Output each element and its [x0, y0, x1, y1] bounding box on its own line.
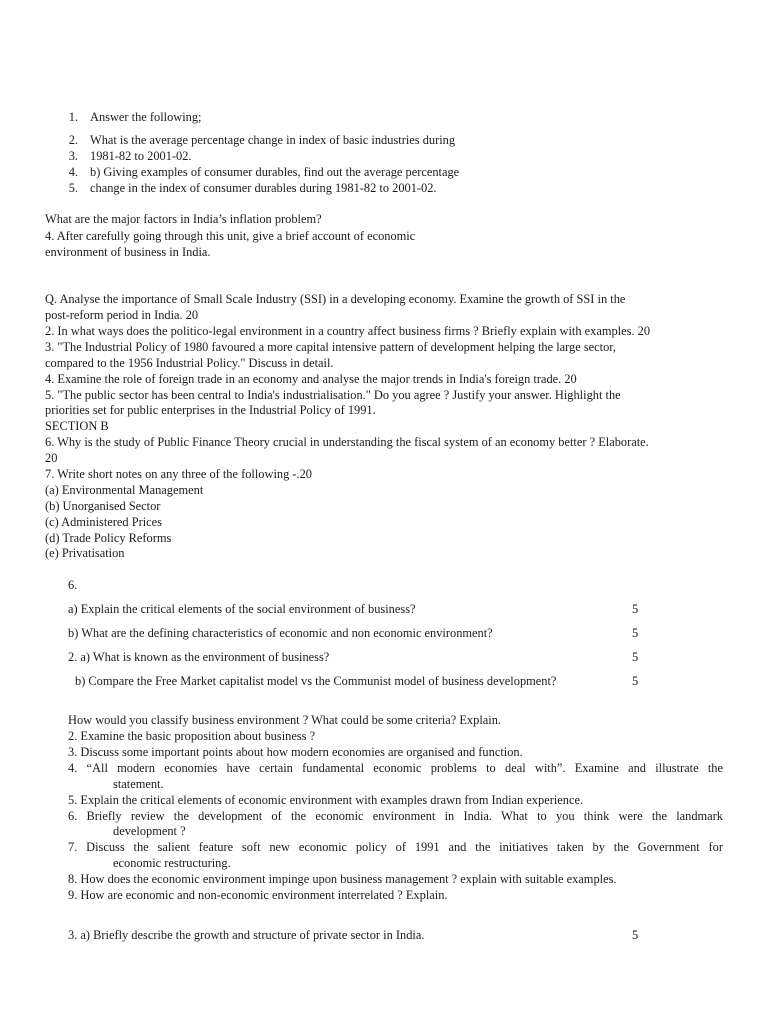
text-line: 4. “All modern economies have certain fundamental economic problems to deal with”. Examine and illustrate the — [68, 761, 723, 775]
marks: 5 — [632, 602, 639, 616]
text-line: economic restructuring. — [113, 856, 231, 870]
text-line: 6. Why is the study of Public Finance Theory crucial in understanding the fiscal system of an economy better ? Elaborate. — [45, 435, 649, 449]
text-line: environment of business in India. — [45, 245, 211, 259]
text-line: (d) Trade Policy Reforms — [45, 531, 172, 545]
text-line: 9. How are economic and non-economic environment interrelated ? Explain. — [68, 888, 448, 902]
text-line: development ? — [113, 824, 186, 838]
document-page: 1. Answer the following; 2. What is the average percentage change in index of basic industries during 3. 1981-82 to 2001-02. 4. b) Giving examples of consumer durables, find out the average percentage 5. change in the index of consumer durables during 1981-82 to 2001-02. What are the major factors in India’s inflation problem? 4. After carefully going through this unit, give a brief account of economic environment of business in India. Q. Analyse the importance of Small Scale Industry (SSI) in a developing economy. Examine the growth of SSI in the post-reform period in India. 20 2. In what ways does the politico-legal environment in a country affect business firms ? Briefly explain with examples. 20 3. "The Industrial Policy of 1980 favoured a more capital intensive pattern of development helping the large sector, compared to the 1956 Industrial Policy." Discuss in detail. 4. Examine the role of foreign trade in an economy and analyse the major trends in India's foreign trade. 20 5. "The public sector has been central to India's industrialisation." Do you agree ? Justify your answer. Highlight the priorities set for public enterprises in the Industrial Policy of 1991. SECTION B 6. Why is the study of Public Finance Theory crucial in understanding the fiscal system of an economy better ? Elaborate. 20 7. Write short notes on any three of the following -.20 (a) Environmental Management (b) Unorganised Sector (c) Administered Prices (d) Trade Policy Reforms (e) Privatisation 6. a) Explain the critical elements of the social environment of business? 5 b) What are the defining characteristics of economic and non economic environment? 5 2. a) What is known as the environment of business? 5 b) Compare the Free Market capitalist model vs the Communist model of business development? 5 How would you classify business environment ? What could be some criteria? Explain. 2. Examine the basic proposition about business ? 3. Discuss some important points about how modern economies are organised and function. 4. “All modern economies have certain fundamental economic problems to deal with”. Examine and illustrate the statement. 5. Explain the critical elements of economic environment with examples drawn from Indian experience. 6. Briefly review the development of the economic environment in India. What to you think were the landmark development ? 7. Discuss the salient feature soft new economic policy of 1991 and the initiatives taken by the Government for economic restructuring. 8. How does the economic environment impinge upon business management ? explain with suitable examples. 9. How are economic and non-economic environment interrelated ? Explain. 3. a) Briefly describe the growth and structure of private sector in India. 5 — [45, 110, 723, 942]
text-line: 8. How does the economic environment impinge upon business management ? explain with suitable examples. — [68, 872, 617, 886]
text-line: 20 — [45, 451, 58, 465]
question-number: 6. — [68, 578, 78, 592]
text-line: post-reform period in India. 20 — [45, 308, 199, 322]
text-line: How would you classify business environment ? What could be some criteria? Explain. — [68, 713, 501, 727]
text-line: (c) Administered Prices — [45, 515, 162, 529]
text-line: 4. After carefully going through this unit, give a brief account of economic — [45, 229, 416, 243]
text-line: 3. "The Industrial Policy of 1980 favoured a more capital intensive pattern of development helping the large sector, — [45, 340, 617, 354]
text-line: 3. Discuss some important points about how modern economies are organised and function. — [68, 745, 523, 759]
text-line: 4. Examine the role of foreign trade in an economy and analyse the major trends in India's foreign trade. 20 — [45, 372, 577, 386]
text-line: What are the major factors in India’s inflation problem? — [45, 212, 322, 226]
marks: 5 — [632, 928, 639, 942]
marks: 5 — [632, 626, 639, 640]
marks: 5 — [632, 674, 639, 688]
text-line: (a) Environmental Management — [45, 483, 204, 497]
text-line: (b) Unorganised Sector — [45, 499, 161, 513]
text-line: 2. In what ways does the politico-legal environment in a country affect business firms ? Briefly explain with examples. 20 — [45, 324, 651, 338]
text-line: priorities set for public enterprises in the Industrial Policy of 1991. — [45, 403, 376, 417]
text-line: 5. Explain the critical elements of economic environment with examples drawn from Indian experience. — [68, 793, 584, 807]
section-heading: SECTION B — [45, 419, 109, 433]
text-line: 6. Briefly review the development of the economic environment in India. What to you think were the landmark — [68, 809, 723, 823]
text-line: Q. Analyse the importance of Small Scale Industry (SSI) in a developing economy. Examine the growth of SSI in the — [45, 292, 626, 306]
text-line: statement. — [113, 777, 164, 791]
text-line: 7. Write short notes on any three of the following -.20 — [45, 467, 312, 481]
text-line: 5. "The public sector has been central to India's industrialisation." Do you agree ? Justify your answer. Highlight the — [45, 388, 621, 402]
text-line: 7. Discuss the salient feature soft new economic policy of 1991 and the initiatives taken by the Government for — [68, 840, 723, 854]
text-line: 2. Examine the basic proposition about business ? — [68, 729, 316, 743]
marks: 5 — [632, 650, 639, 664]
text-line: compared to the 1956 Industrial Policy." Discuss in detail. — [45, 356, 334, 370]
text-line: (e) Privatisation — [45, 546, 125, 560]
